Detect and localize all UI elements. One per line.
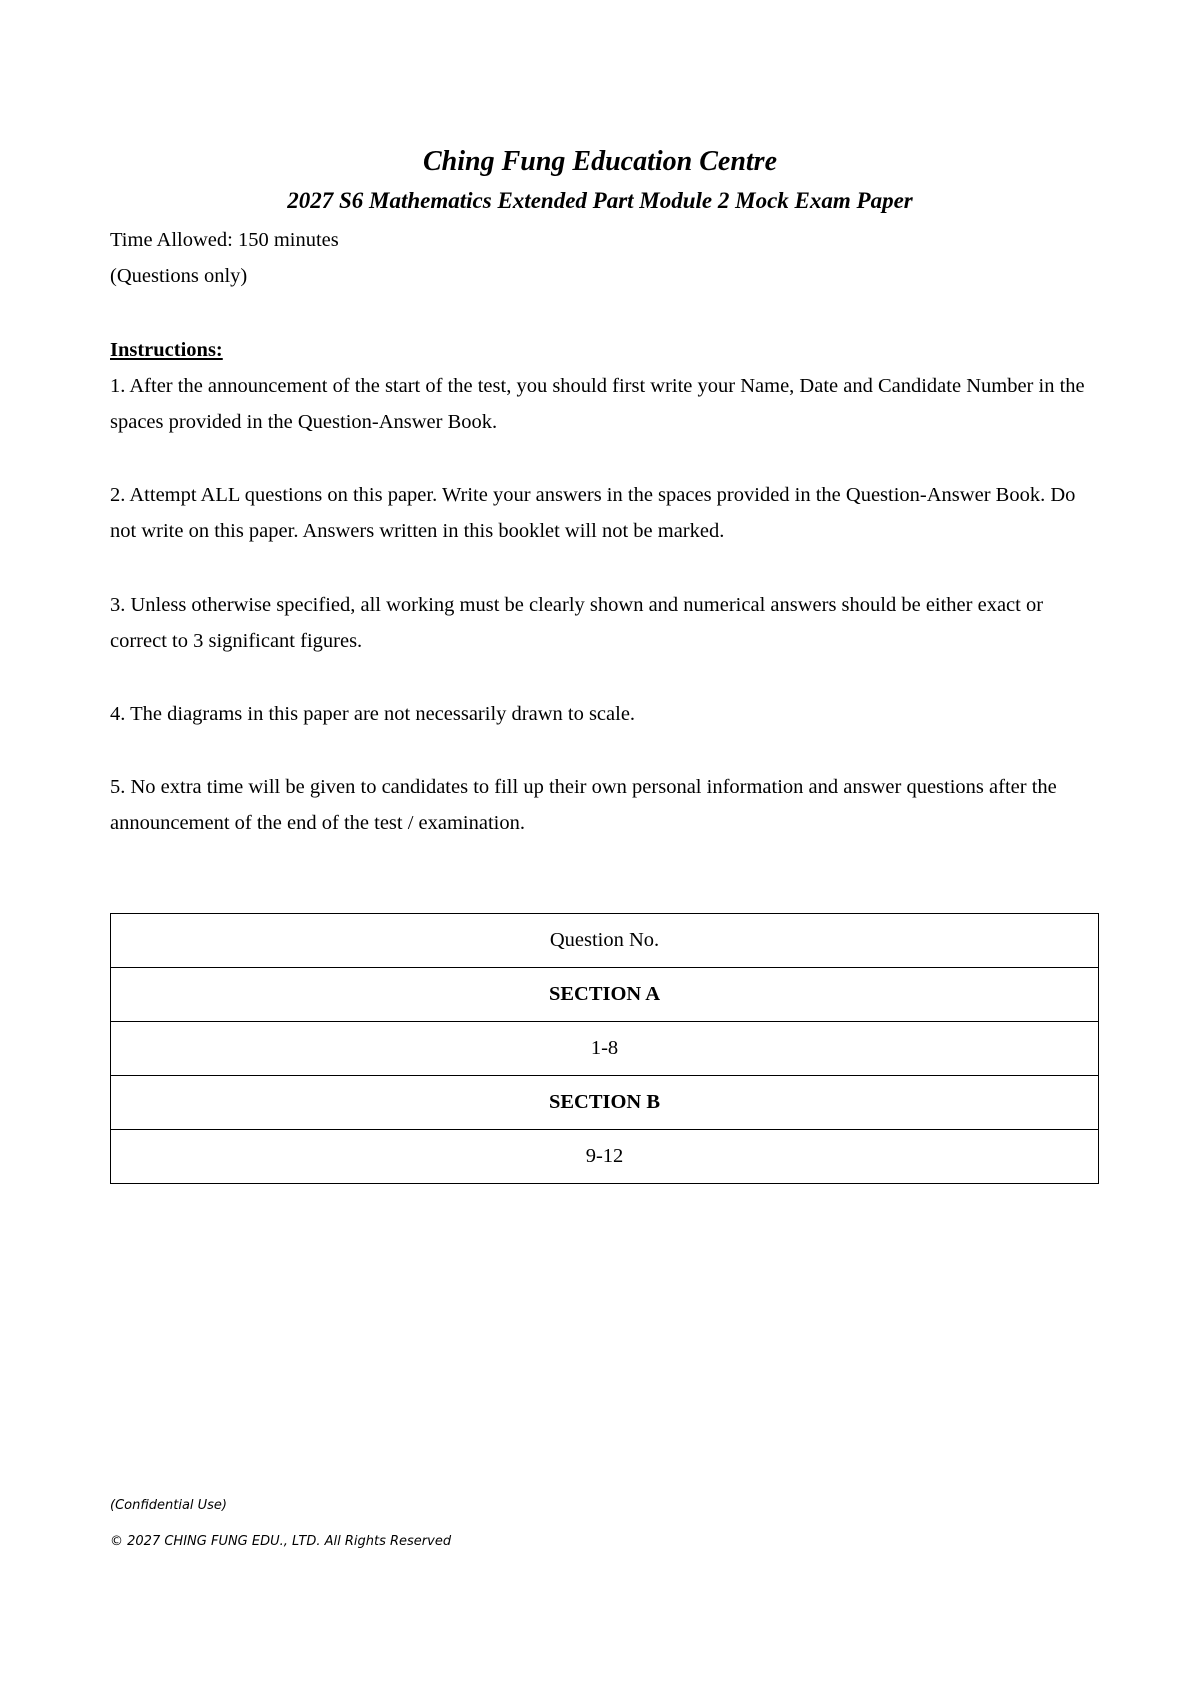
- school-name: Ching Fung Education Centre: [422, 146, 777, 177]
- table-header-row: [111, 914, 1099, 968]
- instruction-item: 1. After the announcement of the start of the test, you should first write your Name, Date and Candidate Number in the spaces provided in the Question-Answer Book.: [110, 375, 1085, 433]
- paper-title: 2027 S6 Mathematics Extended Part Module 2 Mock Exam Paper: [287, 188, 913, 213]
- table-row: [111, 1022, 1099, 1076]
- question-number-table: [110, 913, 1099, 1184]
- confidential-note: (Confidential Use): [110, 1498, 228, 1513]
- instruction-item: 5. No extra time will be given to candidates to fill up their own personal information and answer questions after the announcement of the end of the test / examination.: [110, 776, 1057, 834]
- section-b-cell: SECTION B: [111, 1076, 1099, 1130]
- table-row: [111, 1076, 1099, 1130]
- table-row: [111, 1130, 1099, 1184]
- section-b-range-cell: 9-12: [111, 1130, 1099, 1184]
- instruction-item: 2. Attempt ALL questions on this paper. Write your answers in the spaces provided in the Question-Answer Book. Do not write on this paper. Answers written in this booklet will not be marked.: [110, 484, 1076, 542]
- instruction-item: 3. Unless otherwise specified, all working must be clearly shown and numerical answers should be either exact or correct to 3 significant figures.: [110, 594, 1044, 652]
- instruction-item: 4. The diagrams in this paper are not necessarily drawn to scale.: [110, 703, 636, 725]
- questions-only-note: (Questions only): [110, 265, 248, 287]
- section-a-range-cell: 1-8: [111, 1022, 1099, 1076]
- time-allowed: Time Allowed: 150 minutes: [110, 229, 339, 251]
- table-header-cell: Question No.: [111, 914, 1099, 968]
- instructions-heading: Instructions:: [110, 339, 223, 361]
- copyright-note: © 2027 CHING FUNG EDU., LTD. All Rights Reserved: [110, 1534, 452, 1549]
- section-a-cell: SECTION A: [111, 968, 1099, 1022]
- table-row: [111, 968, 1099, 1022]
